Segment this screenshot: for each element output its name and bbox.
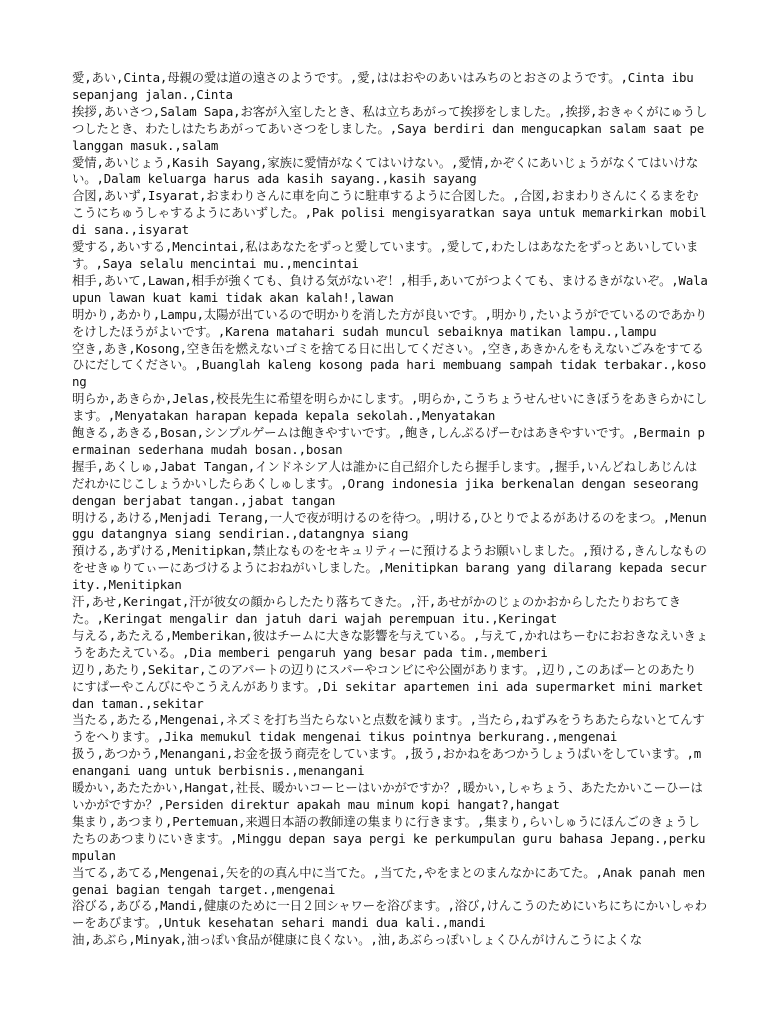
vocab-entry-ai: 愛,あい,Cinta,母親の愛は道の遠さのようです。,愛,ははおやのあいはみちのとおさのようです。,Cinta ibu sepanjang jalan.,Cinta (72, 70, 694, 102)
vocab-entry-akiraka: 明らか,あきらか,Jelas,校長先生に希望を明らかにします。,明らか,こうちょうせんせいにきぼうをあきらかにします。,Menyatakan harapan kepada kepala sekolah.,Menyatakan (72, 391, 708, 424)
vocab-entry-aijou: 愛情,あいじょう,Kasih Sayang,家族に愛情がなくてはいけない。,愛情,かぞくにあいじょうがなくてはいけない。,Dalam keluarga harus ada kasih sayang.,kasih sayang (72, 154, 699, 187)
vocab-entry-akeru: 明ける,あける,Menjadi Terang,一人で夜が明けるのを待つ。,明ける,ひとりでよるがあけるのをまつ。,Menunggu datangnya siang sendirian.,datangnya siang (72, 509, 707, 542)
vocab-entry-ataeru: 与える,あたえる,Memberikan,彼はチームに大きな影響を与えている。,与えて,かれはちーむにおおきなえいきょうをあたえている。,Dia memberi pengaruh yang besar pada tim.,memberi (72, 627, 708, 660)
vocab-entry-ateru: 当てる,あてる,Mengenai,矢を的の真ん中に当てた。,当てた,やをまとのまんなかにあてた。,Anak panah mengenai bagian tengah target.,mengenai (72, 864, 706, 897)
vocab-entry-abiru: 浴びる,あびる,Mandi,健康のために一日２回シャワーを浴びます。,浴び,けんこうのためにいちにちにかいしゃわーをあびます。,Untuk kesehatan sehari mandi dua kali.,mandi (72, 898, 707, 931)
vocab-entry-aite: 相手,あいて,Lawan,相手が強くても、負ける気がないぞ！,相手,あいてがつよくても、まけるきがないぞ。,Walaupun lawan kuat kami tidak akan kalah!,lawan (72, 272, 708, 305)
vocab-entry-akiru: 飽きる,あきる,Bosan,シンプルゲームは飽きやすいです。,飽き,しんぷるげーむはあきやすいです。,Bermain permainan sederhana mudah bosan.,bosan (72, 425, 705, 457)
vocab-entry-atsukau: 扱う,あつかう,Menangani,お金を扱う商売をしています。,扱う,おかねをあつかうしょうばいをしています。,menangani uang untuk berbisnis.,menangani (72, 746, 702, 779)
vocab-entry-akushu: 握手,あくしゅ,Jabat Tangan,インドネシア人は誰かに自己紹介したら握手します。,握手,いんどねしあじんはだれかにじこしょうかいしたらあくしゅします。,Orang indonesia jika berkenalan dengan seseorang dengan berjabat tangan.,jabat tangan (72, 458, 699, 508)
vocab-entry-aizu: 合図,あいず,Isyarat,おまわりさんに車を向こうに駐車するように合図した。,合図,おまわりさんにくるまをむこうにちゅうしゃするようにあいずした。,Pak polisi mengisyaratkan saya untuk memarkirkan mobil di sana.,isyarat (72, 188, 707, 238)
vocab-entry-atsumari: 集まり,あつまり,Pertemuan,来週日本語の教師達の集まりに行きます。,集まり,らいしゅうにほんごのきょうしたちのあつまりにいきます。,Minggu depan saya pergi ke perkumpulan guru bahasa Jepang.,perkumpulan (72, 813, 706, 863)
vocab-entry-aisatsu: 挨拶,あいさつ,Salam Sapa,お客が入室したとき、私は立ちあがって挨拶をしました。,挨拶,おきゃくがにゅうしつしたとき、わたしはたちあがってあいさつをしました。,Saya berdiri dan mengucapkan salam saat pelanggan masuk.,salam (72, 103, 708, 153)
vocab-entry-aisuru: 愛する,あいする,Mencintai,私はあなたをずっと愛しています。,愛して,わたしはあなたをずっとあいしています。,Saya selalu mencintai mu.,mencintai (72, 239, 699, 271)
vocab-entry-ataru: 当たる,あたる,Mengenai,ネズミを打ち当たらないと点数を減ります。,当たら,ねずみをうちあたらないとてんすうをへります。,Jika memukul tidak mengenai tikus pointnya berkurang.,mengenai (72, 712, 705, 745)
vocab-entry-atatakai: 暖かい,あたたかい,Hangat,社長、暖かいコーヒーはいかがですか？,暖かい,しゃちょう、あたたかいこーひーはいかがですか？,Persiden direktur apakah mau minum kopi hangat?,hangat (72, 780, 703, 812)
vocab-entry-ase: 汗,あせ,Keringat,汗が彼女の顔からしたたり落ちてきた。,汗,あせがかのじょのかおからしたたりおちてきた。,Keringat mengalir dan jatuh dari wajah perempuan itu.,Keringat (72, 594, 681, 626)
vocab-entry-azukeru: 預ける,あずける,Menitipkan,禁止なものをセキュリティーに預けるようお願いしました。,預ける,きんしなものをせきゅりてぃーにあづけるようにおねがいしました。,Menitipkan barang yang dilarang kepada security.,Menitipkan (72, 543, 707, 593)
vocab-entry-akari: 明かり,あかり,Lampu,太陽が出ているので明かりを消した方が良いです。,明かり,たいようがでているのであかりをけしたほうがよいです。,Karena matahari sudah muncul sebaiknya matikan lampu.,lampu (72, 306, 708, 339)
vocab-entry-atari: 辺り,あたり,Sekitar,このアパートの辺りにスパーやコンビにや公園があります。,辺り,このあぱーとのあたりにすぱーやこんびにやこうえんがあります。,Di sekitar apartemen ini ada supermarket mini market dan taman.,sekitar (72, 661, 704, 711)
vocab-entry-abura: 油,あぶら,Minyak,油っぽい食品が健康に良くない。,油,あぶらっぽいしょくひんがけんこうによくな (72, 932, 643, 948)
vocab-entry-aki: 空き,あき,Kosong,空き缶を燃えないゴミを捨てる日に出してください。,空き,あきかんをもえないごみをすてるひにだしてください。,Buanglah kaleng kosong pada hari membuang sampah tidak terbakar.,kosong (72, 340, 707, 390)
